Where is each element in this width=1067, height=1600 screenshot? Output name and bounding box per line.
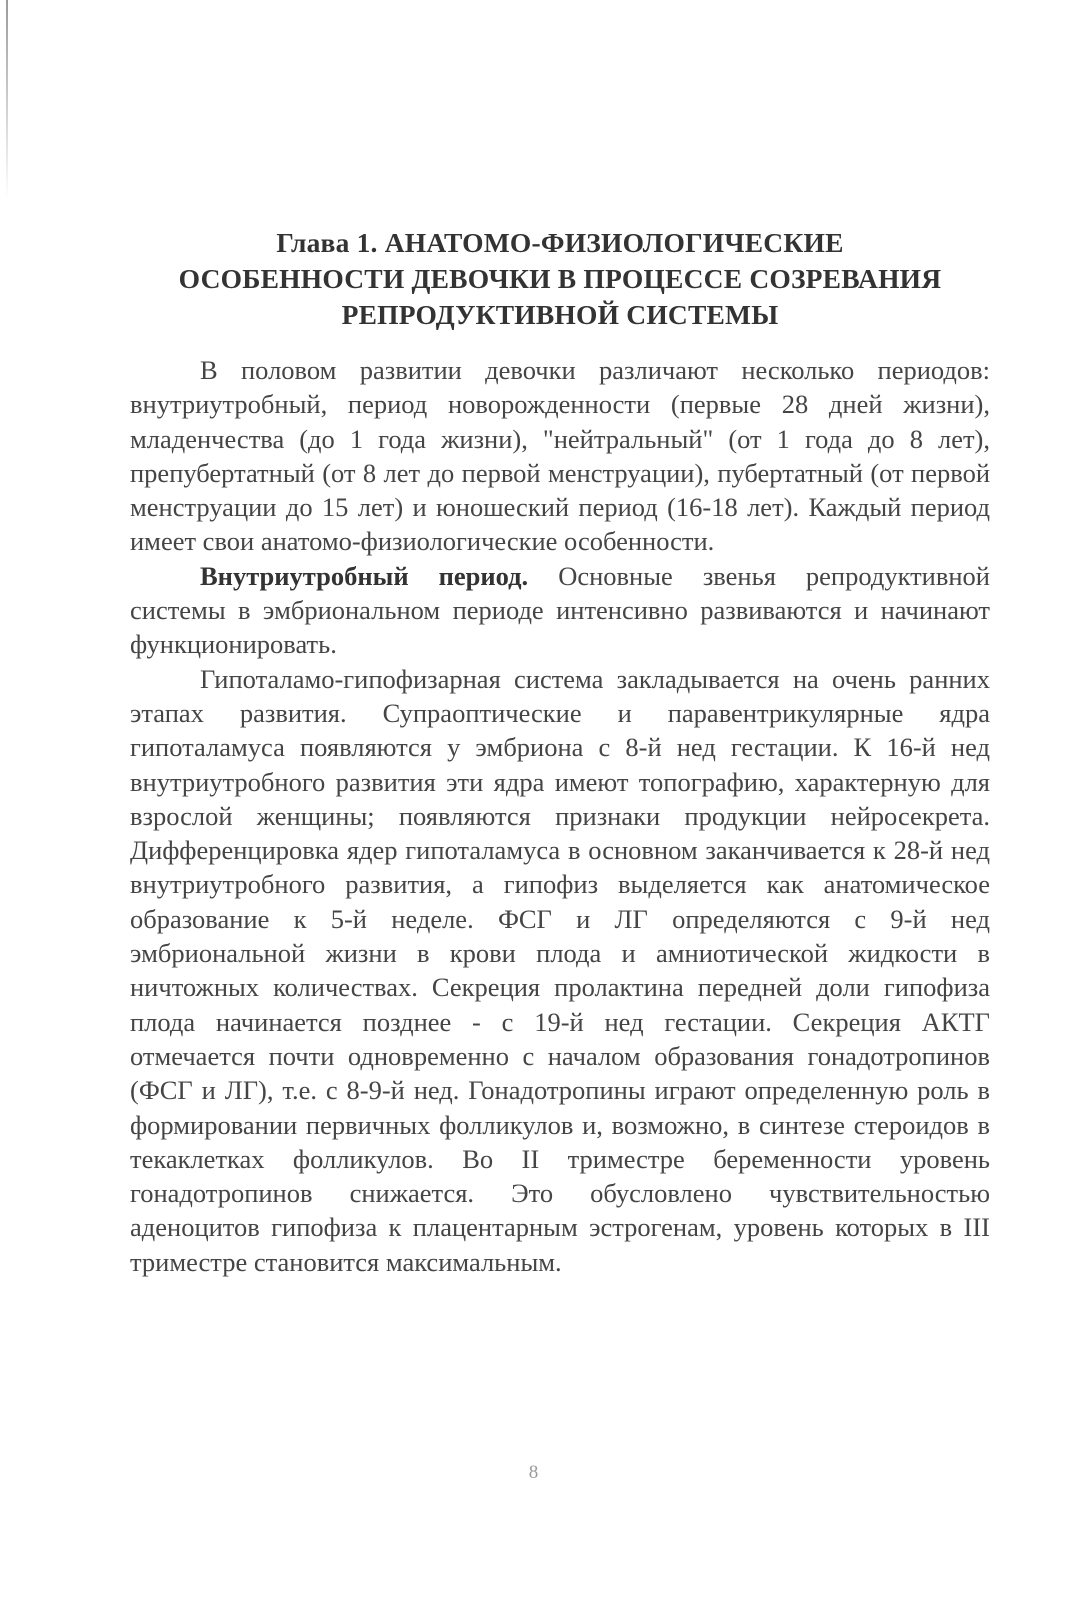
paragraph-periods xyxy=(130,353,990,559)
chapter-title-line-2: ОСОБЕННОСТИ ДЕВОЧКИ В ПРОЦЕССЕ СОЗРЕВАНИЯ xyxy=(178,263,942,294)
paragraph-intrauterine-heading: Внутриутробный период. xyxy=(200,560,529,591)
chapter-title-line-3: РЕПРОДУКТИВНОЙ СИСТЕМЫ xyxy=(341,299,779,330)
paragraph-periods-text: В половом развитии девочки различают несколько периодов: внутриутробный, период новорожденности (первые 28 дней жизни), младенчества (до 1 года жизни), "нейтральный" (от 1 года до 8 лет), препубертатный (от 8 лет до первой менструации), пубертатный (от первой менструации до 15 лет) и юношеский период (16-18 лет). Каждый период имеет свои анатомо-физиологические особенности. xyxy=(130,355,990,557)
page-number: 8 xyxy=(528,1462,539,1483)
body-text xyxy=(130,353,990,1279)
paragraph-intrauterine-text: Основные звенья репродуктивной системы в эмбриональном периоде интенсивно развиваются и начинают функционировать. xyxy=(130,560,990,660)
chapter-title-line-1: Глава 1. АНАТОМО-ФИЗИОЛОГИЧЕСКИЕ xyxy=(276,227,844,258)
paragraph-hypothalamic xyxy=(130,662,990,1279)
paragraph-hypothalamic-text: Гипоталамо-гипофизарная система закладывается на очень ранних этапах развития. Супраоптические и паравентрикулярные ядра гипоталамуса появляются у эмбриона с 8-й нед гестации. К 16-й нед внутриутробного развития эти ядра имеют топографию, характерную для взрослой женщины; появляются признаки продукции нейросекрета. Дифференцировка ядер гипоталамуса в основном заканчивается к 28-й нед внутриутробного развития, а гипофиз выделяется как анатомическое образование к 5-й неделе. ФСГ и ЛГ определяются с 9-й нед эмбриональной жизни в крови плода и амниотической жидкости в ничтожных количествах. Секреция пролактина передней доли гипофиза плода начинается позднее - с 19-й нед гестации. Секреция АКТГ отмечается почти одновременно с началом образования гонадотропинов (ФСГ и ЛГ), т.е. с 8-9-й нед. Гонадотропины играют определенную роль в формировании первичных фолликулов и, возможно, в синтезе стероидов в текаклетках фолликулов. Во II триместре беременности уровень гонадотропинов снижается. Это обусловлено чувствительностью аденоцитов гипофиза к плацентарным эстрогенам, уровень которых в III триместре становится максимальным. xyxy=(130,663,990,1277)
paragraph-intrauterine xyxy=(130,559,990,662)
binding-edge-line xyxy=(6,0,8,200)
chapter-title xyxy=(130,225,990,333)
